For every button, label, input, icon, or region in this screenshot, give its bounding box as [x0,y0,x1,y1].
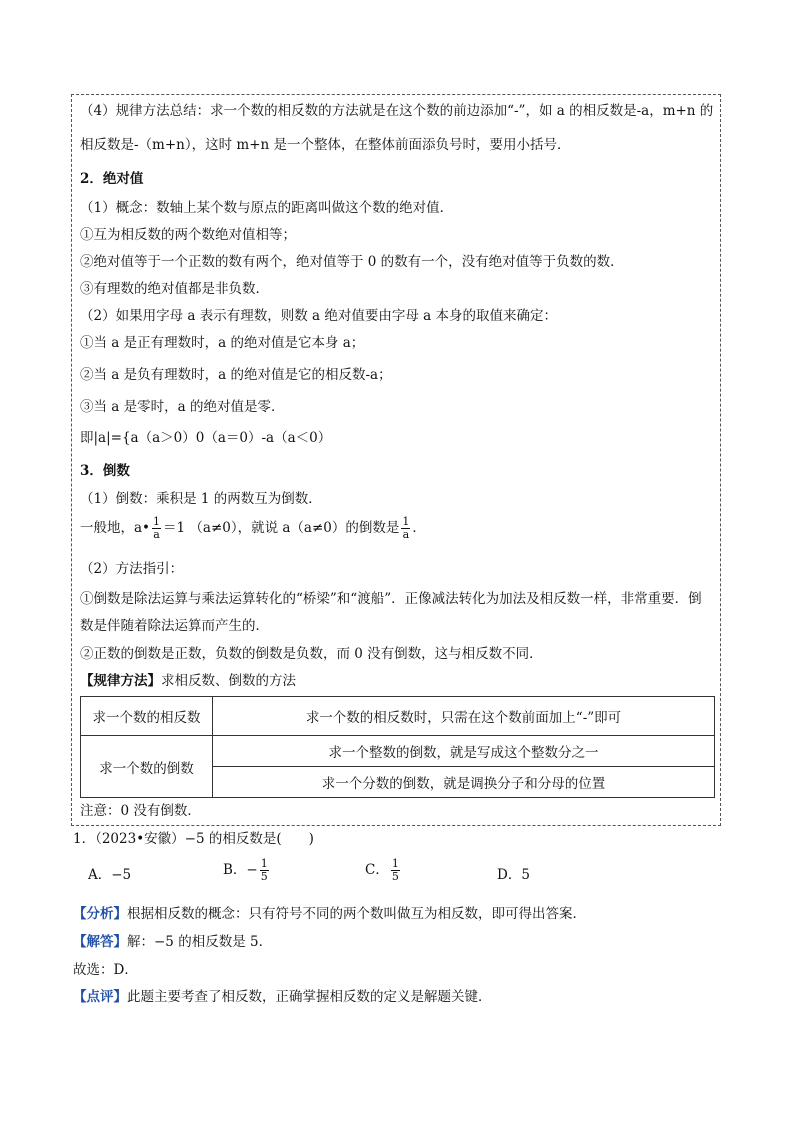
fraction-numerator: 1 [391,857,399,870]
note-no-reciprocal: 注意：0 没有倒数． [80,803,201,819]
option-d: D．5 [497,867,530,883]
analysis [73,905,586,923]
question-stem: 1．（2023•安徽）−5 的相反数是( ) [73,831,314,847]
answer [73,933,272,951]
analysis-tag: 【分析】 [73,906,127,922]
fraction-numerator: 1 [153,515,161,528]
table-cell-label: 求一个数的倒数 [81,736,213,798]
answer-text: 解：−5 的相反数是 5． [127,934,273,950]
table-cell: 求一个整数的倒数，就是写成这个整数分之一 [213,736,715,767]
fraction-one-fifth [260,858,269,883]
fraction-one-over-a [152,516,161,541]
option-a: A．−5 [88,867,132,883]
absolute-value-point-2: ②绝对值等于一个正数的数有两个，绝对值等于 0 的数有一个，没有绝对值等于负数的数． [80,254,624,270]
fraction-numerator: 1 [402,515,410,528]
comment-tag: 【点评】 [73,989,127,1005]
absolute-value-case-negative: ②当 a 是负有理数时，a 的绝对值是它的相反数-a； [80,367,392,383]
option-b-prefix: B．− [223,862,258,878]
rule-summary-line-2: 相反数是-（m+n），这时 m+n 是一个整体，在整体前面添负号时，要用小括号． [80,137,571,153]
reciprocal-general-end: ． [412,520,426,536]
answer-tag: 【解答】 [73,934,127,950]
absolute-value-point-1: ①互为相反数的两个数绝对值相等； [80,227,296,243]
reciprocal-general-part-1: 一般地，a• [80,520,151,536]
absolute-value-case-positive: ①当 a 是正有理数时，a 的绝对值是它本身 a； [80,335,365,351]
absolute-value-case-zero: ③当 a 是零时，a 的绝对值是零． [80,399,285,415]
absolute-value-letter-rule: （2）如果用字母 a 表示有理数，则数 a 绝对值要由字母 a 本身的取值来确定： [80,308,557,324]
comment [73,988,492,1006]
option-b [223,858,271,883]
fraction-denominator: 5 [391,870,399,883]
reciprocal-method-1b: 数是伴随着除法运算而产生的． [80,618,269,634]
fraction-denominator: a [402,528,410,541]
method-title: 求相反数、倒数的方法 [161,673,296,689]
fraction-one-over-a-2 [401,516,410,541]
table-cell: 求一个分数的倒数，就是调换分子和分母的位置 [213,767,715,798]
fraction-denominator: 5 [260,870,268,883]
fraction-numerator: 1 [260,857,268,870]
table-cell-label: 求一个数的相反数 [81,697,213,736]
reciprocal-general-statement [80,516,426,541]
method-heading [80,672,296,690]
absolute-value-concept: （1）概念：数轴上某个数与原点的距离叫做这个数的绝对值． [80,200,454,216]
reciprocal-method-2: ②正数的倒数是正数，负数的倒数是负数，而 0 没有倒数，这与相反数不同． [80,646,543,662]
absolute-value-point-3: ③有理数的绝对值都是非负数． [80,281,269,297]
rule-summary-line-1: （4）规律方法总结：求一个数的相反数的方法就是在这个数的前边添加“-”，如 a 的相反数是-a，m+n 的 [80,103,714,119]
reciprocal-method-heading: （2）方法指引： [80,561,184,577]
table-cell: 求一个数的相反数时，只需在这个数前面加上“-”即可 [213,697,715,736]
method-bracket-label: 【规律方法】 [80,673,161,689]
fraction-denominator: a [153,528,160,541]
reciprocal-general-part-2: ＝1 （a≠0），就说 a（a≠0）的倒数是 [163,520,400,536]
absolute-value-formula: 即|a|={a（a＞0）0（a＝0）-a（a＜0） [80,430,332,446]
reciprocal-definition: （1）倒数：乘积是 1 的两数互为倒数． [80,491,322,507]
method-table [80,696,715,798]
section-heading-absolute-value: 2．绝对值 [80,171,144,187]
fraction-one-fifth [391,858,400,883]
table-row [81,697,715,736]
option-c-prefix: C． [365,862,389,878]
table-row [81,736,715,767]
choice: 故选：D． [73,962,138,978]
analysis-text: 根据相反数的概念：只有符号不同的两个数叫做互为相反数，即可得出答案． [127,906,586,922]
comment-text: 此题主要考查了相反数，正确掌握相反数的定义是解题关键． [127,989,492,1005]
section-heading-reciprocal: 3．倒数 [80,463,130,479]
reciprocal-method-1a: ①倒数是除法运算与乘法运算转化的“桥梁”和“渡船”．正像减法转化为加法及相反数一样，非常重要．倒 [80,591,702,607]
option-c [365,858,402,883]
